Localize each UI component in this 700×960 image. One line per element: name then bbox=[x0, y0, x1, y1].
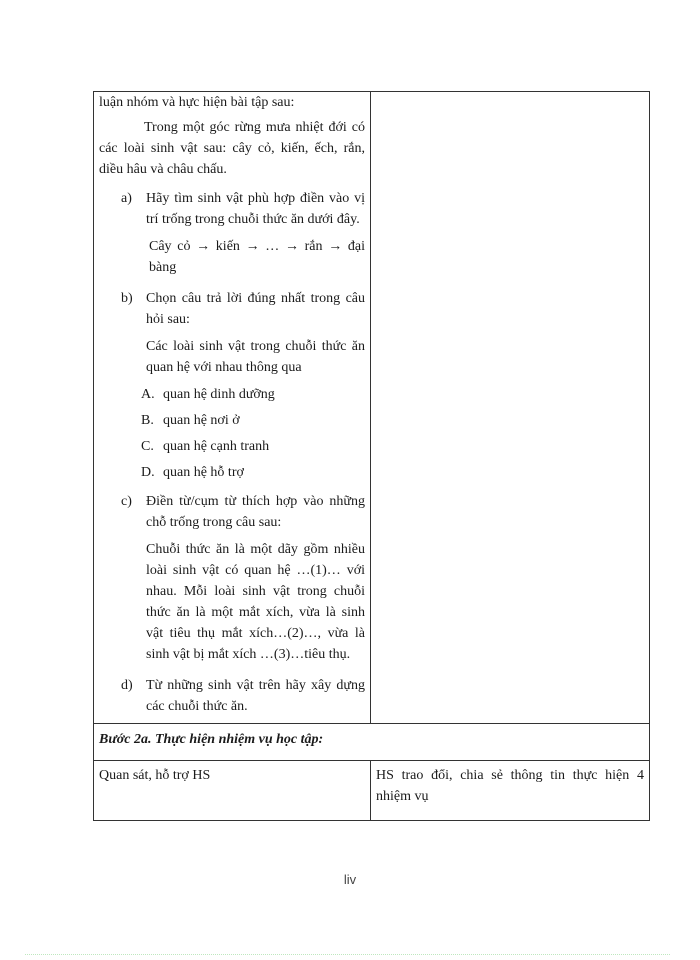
student-task-text: HS trao đổi, chia sẻ thông tin thực hiện 4 nhiệm vụ bbox=[376, 768, 644, 804]
lesson-table bbox=[93, 91, 650, 821]
intro-line: luận nhóm và hực hiện bài tập sau: bbox=[99, 95, 295, 110]
step-title: Bước 2a. Thực hiện nhiệm vụ học tập: bbox=[99, 732, 324, 747]
step-row bbox=[94, 724, 650, 761]
activity-row bbox=[94, 761, 650, 821]
context-paragraph: Trong một góc rừng mưa nhiệt đới có các loài sinh vật sau: cây cỏ, kiến, ếch, rắn, diều hâu và châu chấu. bbox=[99, 120, 365, 177]
student-activity-cell bbox=[371, 92, 650, 724]
item-label: c) bbox=[121, 494, 132, 509]
student-task-cell bbox=[371, 761, 650, 821]
teacher-activity-cell bbox=[94, 92, 371, 724]
item-text: Điền từ/cụm từ thích hợp vào những chỗ trống trong câu sau: bbox=[146, 494, 365, 530]
exercise-item-d bbox=[99, 675, 365, 717]
item-label: d) bbox=[121, 678, 133, 693]
exercise-item-a bbox=[99, 188, 365, 278]
option-c: C. quan hệ cạnh tranh bbox=[141, 439, 270, 454]
item-text: Hãy tìm sinh vật phù hợp điền vào vị trí trống trong chuỗi thức ăn dưới đây. bbox=[146, 191, 365, 227]
teacher-support-cell bbox=[94, 761, 371, 821]
food-chain-text: Cây cỏ → kiến → … → rắn → đại bàng bbox=[149, 239, 365, 275]
item-label: b) bbox=[121, 291, 133, 306]
step-cell bbox=[94, 724, 650, 761]
answer-options bbox=[99, 384, 365, 483]
item-text: Chọn câu trả lời đúng nhất trong câu hỏi sau: bbox=[146, 291, 365, 327]
page-number: liv bbox=[343, 872, 357, 887]
fill-in-paragraph: Chuỗi thức ăn là một dãy gồm nhiều loài sinh vật có quan hệ …(1)… với nhau. Mỗi loài sinh vật trong chuỗi thức ăn là một mắt xích, vừa là sinh vật tiêu thụ mắt xích…(2)…, vừa là sinh vật bị mắt xích …(3)…tiêu thụ. bbox=[146, 542, 365, 662]
task-row bbox=[94, 92, 650, 724]
exercise-item-b bbox=[99, 288, 365, 378]
option-a: A. quan hệ dinh dưỡng bbox=[141, 387, 275, 402]
option-b: B. quan hệ nơi ở bbox=[141, 413, 240, 428]
teacher-support-text: Quan sát, hỗ trợ HS bbox=[99, 768, 211, 783]
exercise-item-c bbox=[99, 491, 365, 665]
item-text: Từ những sinh vật trên hãy xây dựng các chuỗi thức ăn. bbox=[146, 678, 365, 714]
option-d: D. quan hệ hỗ trợ bbox=[141, 465, 244, 480]
item-label: a) bbox=[121, 191, 132, 206]
question-stem: Các loài sinh vật trong chuỗi thức ăn quan hệ với nhau thông qua bbox=[146, 339, 365, 375]
page-divider bbox=[25, 954, 670, 955]
